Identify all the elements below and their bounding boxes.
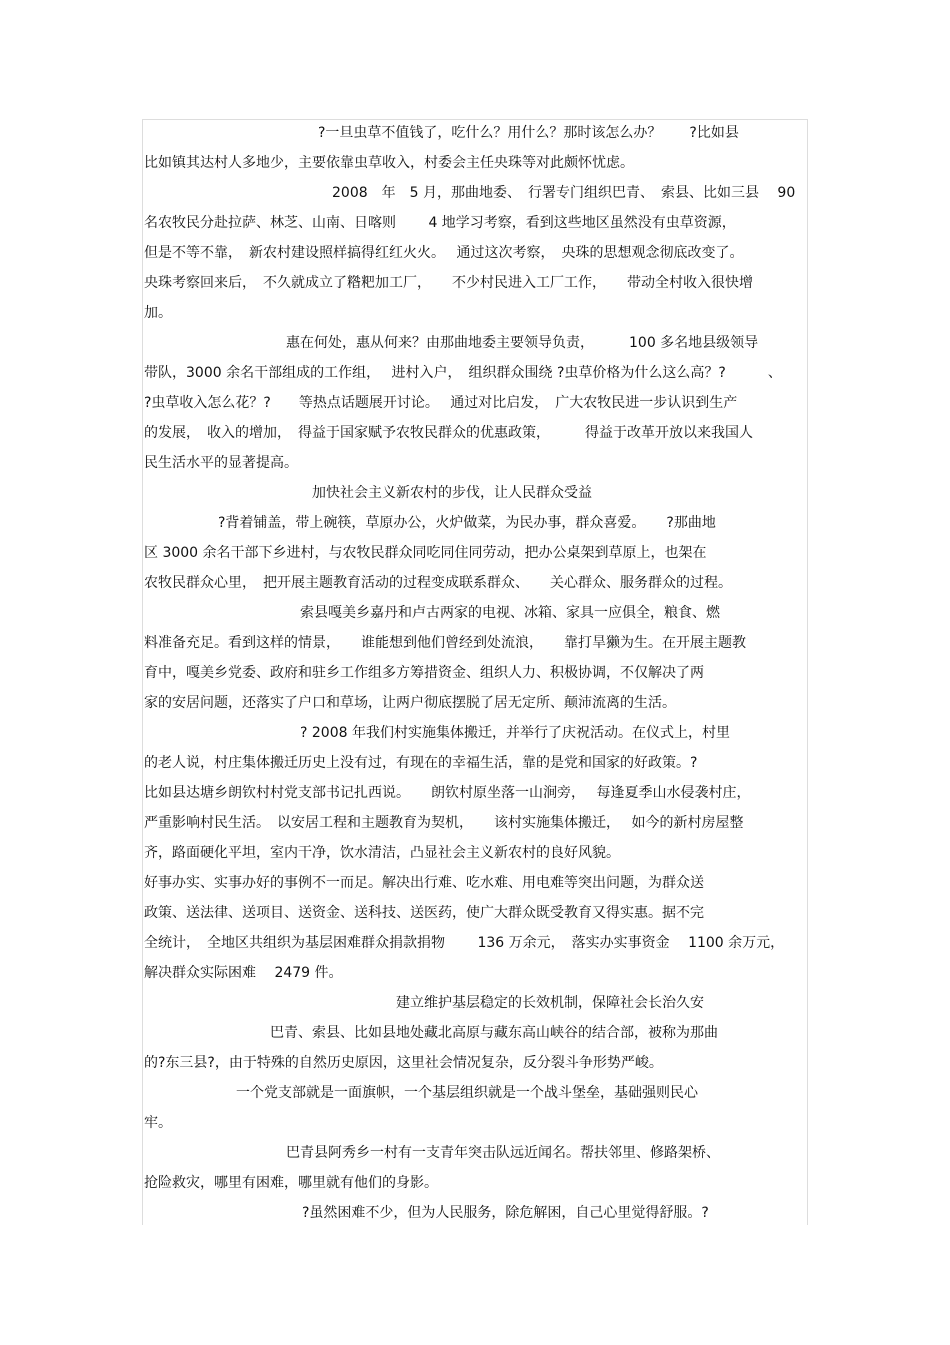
text-line: 家的安居问题，还落实了户口和草场，让两户彻底摆脱了居无定所、颠沛流离的生活。: [144, 695, 676, 711]
text-line: ?一旦虫草不值钱了，吃什么？用什么？那时该怎么办？ ?比如县: [318, 125, 739, 141]
text-line: 全统计， 全地区共组织为基层困难群众捐款捐物 136 万余元， 落实办实事资金 1100 余万元，: [144, 935, 785, 951]
section-heading: 建立维护基层稳定的长效机制，保障社会长治久安: [396, 995, 704, 1011]
text-line: 的?东三县?，由于特殊的自然历史原因，这里社会情况复杂，反分裂斗争形势严峻。: [144, 1055, 663, 1071]
text-line: 2008 年 5 月，那曲地委、 行署专门组织巴青、 索县、比如三县 90: [332, 185, 796, 201]
text-line: 的发展， 收入的增加， 得益于国家赋予农牧民群众的优惠政策， 得益于改革开放以来我国人: [144, 425, 753, 441]
text-line: 比如县达塘乡朗钦村村党支部书记扎西说。 朗钦村原坐落一山涧旁， 每逢夏季山水侵袭村庄，: [144, 785, 751, 801]
text-line: 农牧民群众心里， 把开展主题教育活动的过程变成联系群众、 关心群众、服务群众的过程。: [144, 575, 732, 591]
text-line: 齐，路面硬化平坦，室内干净，饮水清洁，凸显社会主义新农村的良好风貌。: [144, 845, 620, 861]
text-line: 巴青县阿秀乡一村有一支青年突击队远近闻名。帮扶邻里、修路架桥、: [286, 1145, 720, 1161]
text-line: 加。: [144, 305, 172, 321]
text-line: 政策、送法律、送项目、送资金、送科技、送医药，使广大群众既受教育又得实惠。据不完: [144, 905, 704, 921]
text-line: ?背着铺盖，带上碗筷，草原办公，火炉做菜，为民办事，群众喜爱。 ?那曲地: [218, 515, 716, 531]
text-line: 巴青、索县、比如县地处藏北高原与藏东高山峡谷的结合部，被称为那曲: [270, 1025, 718, 1041]
text-line: 央珠考察回来后， 不久就成立了糌粑加工厂， 不少村民进入工厂工作， 带动全村收入很快增: [144, 275, 753, 291]
text-line: ? 2008 年我们村实施集体搬迁，并举行了庆祝活动。在仪式上，村里: [300, 725, 730, 741]
text-line: 名农牧民分赴拉萨、林芝、山南、日喀则 4 地学习考察，看到这些地区虽然没有虫草资源，: [144, 215, 736, 231]
text-line: 的老人说，村庄集体搬迁历史上没有过，有现在的幸福生活，靠的是党和国家的好政策。?: [144, 755, 698, 771]
text-line: 一个党支部就是一面旗帜，一个基层组织就是一个战斗堡垒，基础强则民心: [236, 1085, 698, 1101]
text-line: 带队，3000 余名干部组成的工作组， 进村入户， 组织群众围绕 ?虫草价格为什么这么高？? 、: [144, 365, 782, 381]
text-line: 抢险救灾，哪里有困难，哪里就有他们的身影。: [144, 1175, 438, 1191]
text-line: 索县嘎美乡嘉丹和卢古两家的电视、冰箱、家具一应俱全，粮食、燃: [300, 605, 720, 621]
text-line: 惠在何处，惠从何来？由那曲地委主要领导负责， 100 多名地县级领导: [286, 335, 759, 351]
text-line: 严重影响村民生活。 以安居工程和主题教育为契机， 该村实施集体搬迁， 如今的新村房屋整: [144, 815, 744, 831]
text-line: 比如镇其达村人多地少，主要依靠虫草收入，村委会主任央珠等对此颇怀忧虑。: [144, 155, 634, 171]
text-line: 民生活水平的显著提高。: [144, 455, 298, 471]
section-heading: 加快社会主义新农村的步伐，让人民群众受益: [312, 485, 592, 501]
text-line: ?虽然困难不少，但为人民服务，除危解困，自己心里觉得舒服。?: [302, 1205, 709, 1221]
text-line: 好事办实、实事办好的事例不一而足。解决出行难、吃水难、用电难等突出问题，为群众送: [144, 875, 704, 891]
text-line: 料准备充足。看到这样的情景， 谁能想到他们曾经到处流浪， 靠打旱獭为生。在开展主题教: [144, 635, 746, 651]
text-line: 牢。: [144, 1115, 172, 1131]
text-line: 解决群众实际困难 2479 件。: [144, 965, 343, 981]
text-line: 但是不等不靠， 新农村建设照样搞得红红火火。 通过这次考察， 央珠的思想观念彻底改变了。: [144, 245, 744, 261]
text-line: 区 3000 余名干部下乡进村，与农牧民群众同吃同住同劳动，把办公桌架到草原上，也架在: [144, 545, 707, 561]
text-line: ?虫草收入怎么花？? 等热点话题展开讨论。 通过对比启发， 广大农牧民进一步认识到生产: [144, 395, 738, 411]
text-line: 育中，嘎美乡党委、政府和驻乡工作组多方筹措资金、组织人力、积极协调，不仅解决了两: [144, 665, 704, 681]
